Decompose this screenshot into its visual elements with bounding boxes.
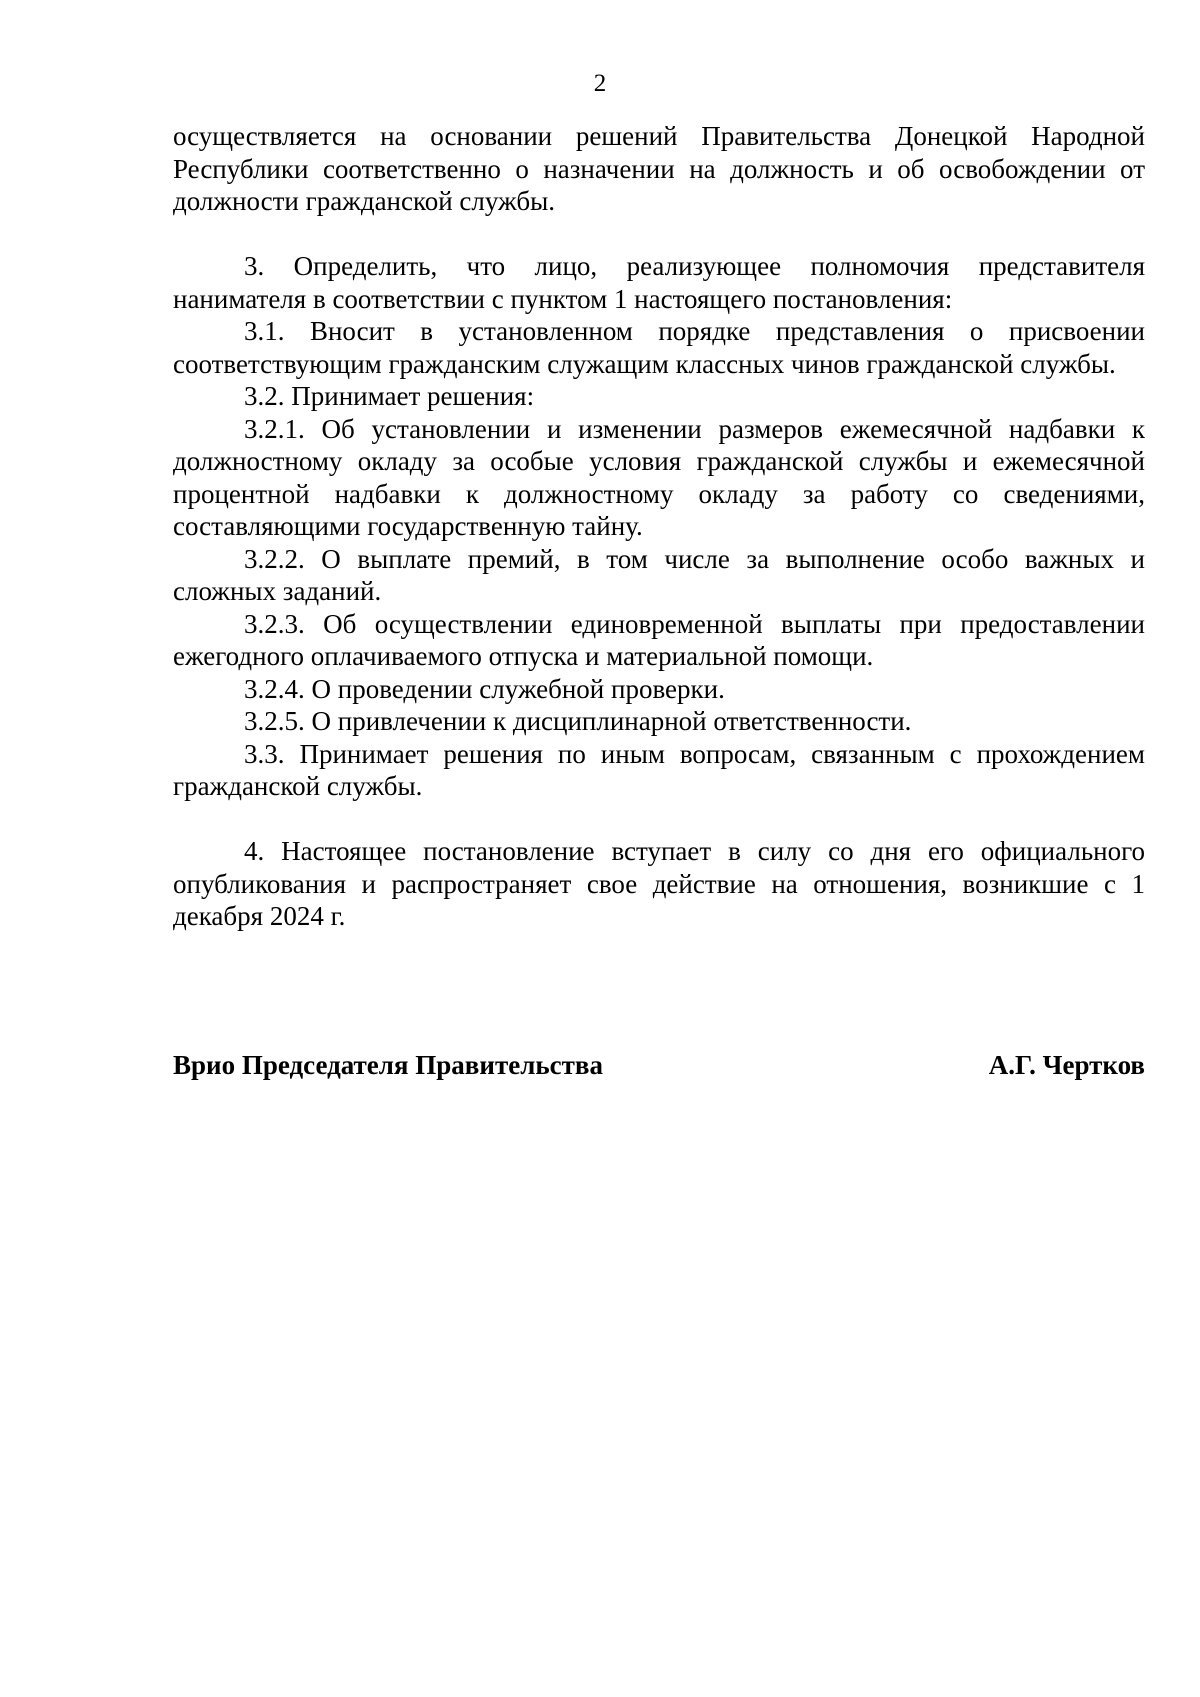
paragraph-3-2-2: 3.2.2. О выплате премий, в том числе за выполнение особо важных и сложных заданий. <box>173 543 1145 606</box>
paragraph-3-2-4: 3.2.4. О проведении служебной проверки. <box>244 673 725 704</box>
paragraph-3-2-5: 3.2.5. О привлечении к дисциплинарной ответственности. <box>244 706 912 736</box>
paragraph-3-2-1: 3.2.1. Об установлении и изменении размеров ежемесячной надбавки к должностному окладу за особые условия гражданской службы и ежемесячной процентной надбавки к должностному окладу за работу со сведениями, составляющими государственную тайну. <box>173 413 1145 541</box>
paragraph-3-3: 3.3. Принимает решения по иным вопросам, связанным с прохождением гражданской службы. <box>173 738 1145 801</box>
document-body <box>173 120 1145 933</box>
paragraph-3-1: 3.1. Вносит в установленном порядке представления о присвоении соответствующим гражданским служащим классных чинов гражданской службы. <box>173 316 1145 379</box>
signatory-name: А.Г. Чертков <box>988 1050 1145 1080</box>
paragraph-3-2-3: 3.2.3. Об осуществлении единовременной выплаты при предоставлении ежегодного оплачиваемого отпуска и материальной помощи. <box>173 608 1145 671</box>
signature-block <box>173 1049 1145 1081</box>
paragraph-3-2: 3.2. Принимает решения: <box>244 381 535 411</box>
paragraph-3: 3. Определить, что лицо, реализующее полномочия представителя нанимателя в соответствии с пунктом 1 настоящего постановления: <box>173 251 1145 314</box>
signatory-position: Врио Председателя Правительства <box>173 1050 603 1080</box>
paragraph-4: 4. Настоящее постановление вступает в силу со дня его официального опубликования и распространяет свое действие на отношения, возникшие с 1 декабря 2024 г. <box>173 836 1145 931</box>
paragraph-continuation: осуществляется на основании решений Правительства Донецкой Народной Республики соответственно о назначении на должность и об освобождении от должности гражданской службы. <box>173 121 1145 216</box>
page-number: 2 <box>593 70 607 97</box>
